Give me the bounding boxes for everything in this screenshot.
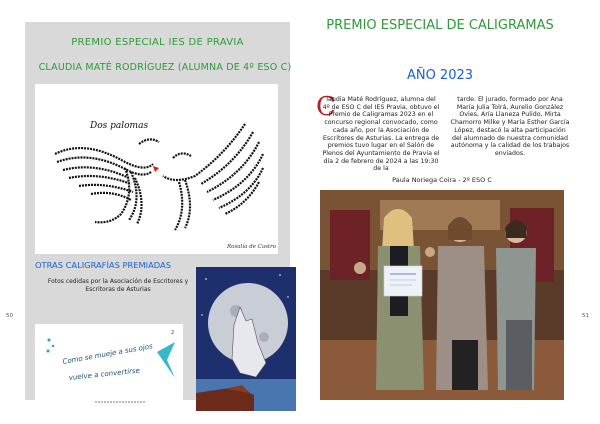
calligram-wolf-image — [196, 267, 296, 411]
article-column-1: laudia Maté Rodríguez, alumna del 4º de ESO C del IES Pravia, obtuvo el Premio de Caligramas 2023 en el concurso regional convocado, como cada año, por la Asociación de Escritores de Asturias. La entrega de premios tuvo lugar en el Salón de Plenos del Ayuntamiento de Pravia el día 2 de febrero de 2024 a las 19:30 de la — [322, 96, 440, 173]
calligram2-line2: vuelve a convertirse — [68, 366, 141, 382]
other-calligrams-title: OTRAS CALIGRAFÍAS PREMIADAS — [35, 260, 171, 270]
doves-drawing — [35, 84, 278, 254]
photo-credit-text: Fotos cedidas por la Asociación de Escritores y Escritoras de Asturias — [47, 278, 189, 293]
left-page-title: PREMIO ESPECIAL IES DE PRAVIA — [71, 37, 244, 48]
right-page-title: PREMIO ESPECIAL DE CALIGRAMAS — [326, 18, 554, 33]
page-number-left: 50 — [6, 313, 13, 319]
calligram2-number: 2 — [171, 330, 175, 336]
drop-cap-letter: C — [316, 92, 336, 122]
ceremony-scene — [320, 190, 564, 400]
calligram-signature: Rosalía de Castro — [227, 244, 277, 250]
photo-caption: Paula Noriega Coira - 2º ESO C — [392, 176, 492, 184]
calligram-phrase: Dos palomas — [90, 121, 149, 131]
page-number-right: 51 — [582, 313, 589, 319]
calligram-fish-image — [35, 324, 183, 412]
left-page-panel — [25, 22, 290, 400]
award-ceremony-photo — [320, 190, 564, 400]
fish-calligram-drawing — [35, 324, 183, 412]
calligram2-line1: Como se mueje a sus ojos — [61, 342, 154, 366]
article-column-2: tarde. El jurado, formado por Ana María Julia Tolrá, Aurelio González Ovies, Aría Llaneza Pulido, Mirta Chamorro Milke y María Esther García López, destacó la alta participación del alumnado de nuestra comunidad autónoma y la calidad de los trabajos enviados. — [450, 96, 570, 157]
wolf-moon-painting — [196, 267, 296, 411]
calligram-doves-image — [35, 84, 278, 254]
left-page-subtitle: CLAUDIA MATÉ RODRÍGUEZ (ALUMNA DE 4º ESO C) — [38, 62, 292, 73]
award-year: AÑO 2023 — [406, 68, 474, 83]
